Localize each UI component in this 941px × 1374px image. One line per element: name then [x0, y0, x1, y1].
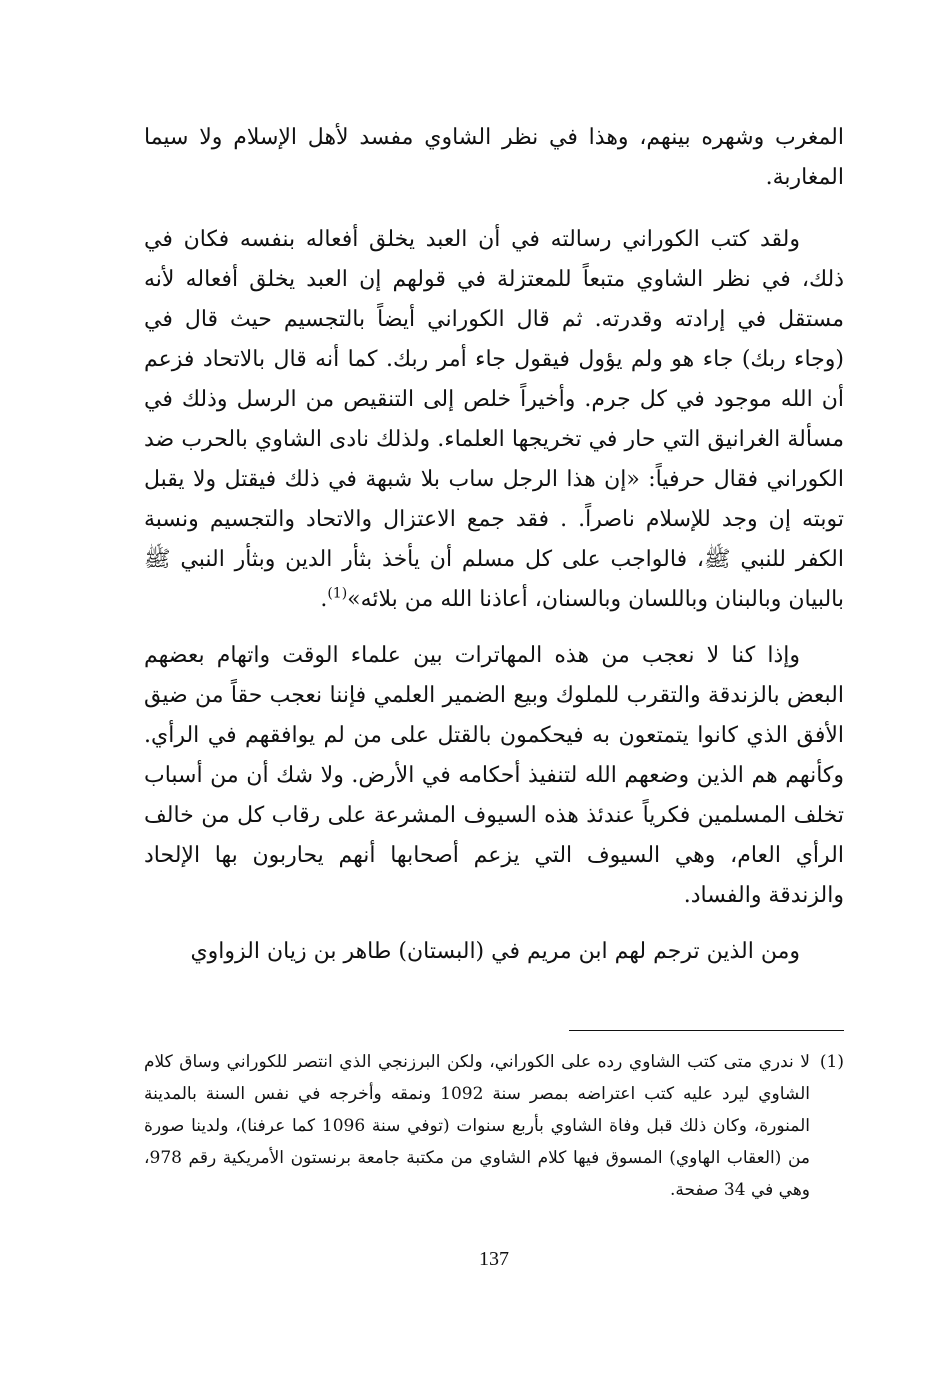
paragraph-3: وإذا كنا لا نعجب من هذه المهاترات بين علماء الوقت واتهام بعضهم البعض بالزندقة والتقرب للملوك وبيع الضمير العلمي فإننا نعجب حقاً من ضيق الأفق الذي كانوا يتمتعون به فيحكمون بالقتل على من لم يوافقهم في الرأي. وكأنهم هم الذين وضعهم الله لتنفيذ أحكامه في الأرض. ولا شك أن من أسباب تخلف المسلمين فكرياً عندئذ هذه السيوف المشرعة على رقاب كل من خالف الرأي العام، وهي السيوف التي يزعم أصحابها أنهم يحاربون بها الإلحاد والزندقة والفساد. [144, 643, 844, 908]
footnote-divider [569, 1030, 844, 1031]
footnote-reference: (1) [327, 585, 348, 602]
footnotes [144, 1046, 844, 1206]
paragraph-2-end: . [320, 587, 328, 612]
footnote-marker: (1) [819, 1052, 844, 1072]
page-number: 137 [479, 1248, 509, 1270]
footnote-1 [144, 1046, 844, 1206]
paragraph-4: ومن الذين ترجم لهم ابن مريم في (البستان) طاهر بن زيان الزواوي [190, 939, 800, 964]
footnote-text: لا ندري متى كتب الشاوي رده على الكوراني، ولكن البرزنجي الذي انتصر للكوراني وساق كلام الشاوي ليرد عليه كتب اعتراضه بمصر سنة 1092 ونمقه وأخرجه في نفس السنة بالمدينة المنورة، وكان ذلك قبل وفاة الشاوي بأربع سنوات (توفي سنة 1096 كما عرفنا)، ولدينا صورة من (العقاب الهاوي) المسوق فيها كلام الشاوي من مكتبة جامعة برنستون الأمريكية رقم 978، وهي في 34 صفحة. [144, 1052, 811, 1200]
main-text [144, 118, 844, 972]
paragraph-1: المغرب وشهره بينهم، وهذا في نظر الشاوي مفسد لأهل الإسلام ولا سيما المغاربة. [144, 125, 844, 190]
paragraph-2-text: ولقد كتب الكوراني رسالته في أن العبد يخلق أفعاله بنفسه فكان في ذلك، في نظر الشاوي متبعاً للمعتزلة في قولهم إن العبد يخلق أفعاله لأنه مستقل في إرادته وقدرته. ثم قال الكوراني أيضاً بالتجسيم حيث قال في (وجاء ربك) جاء هو ولم يؤول فيقول جاء أمر ربك. كما أنه قال بالاتحاد فزعم أن الله موجود في كل جرم. وأخيراً خلص إلى التنقيص من الرسل وذلك في مسألة الغرانيق التي حار في تخريجها العلماء. ولذلك نادى الشاوي بالحرب ضد الكوراني فقال حرفياً: «إن هذا الرجل ساب بلا شبهة في ذلك فيقتل ولا يقبل توبته إن وجد للإسلام ناصراً. . فقد جمع الاعتزال والاتحاد والتجسيم ونسبة الكفر للنبي ﷺ، فالواجب على كل مسلم أن يأخذ بثأر الدين وبثأر النبي ﷺ بالبيان وبالبنان وباللسان وبالسنان، أعاذنا الله من بلائه» [144, 227, 844, 612]
book-page [144, 118, 844, 1318]
paragraph-2 [144, 220, 844, 620]
